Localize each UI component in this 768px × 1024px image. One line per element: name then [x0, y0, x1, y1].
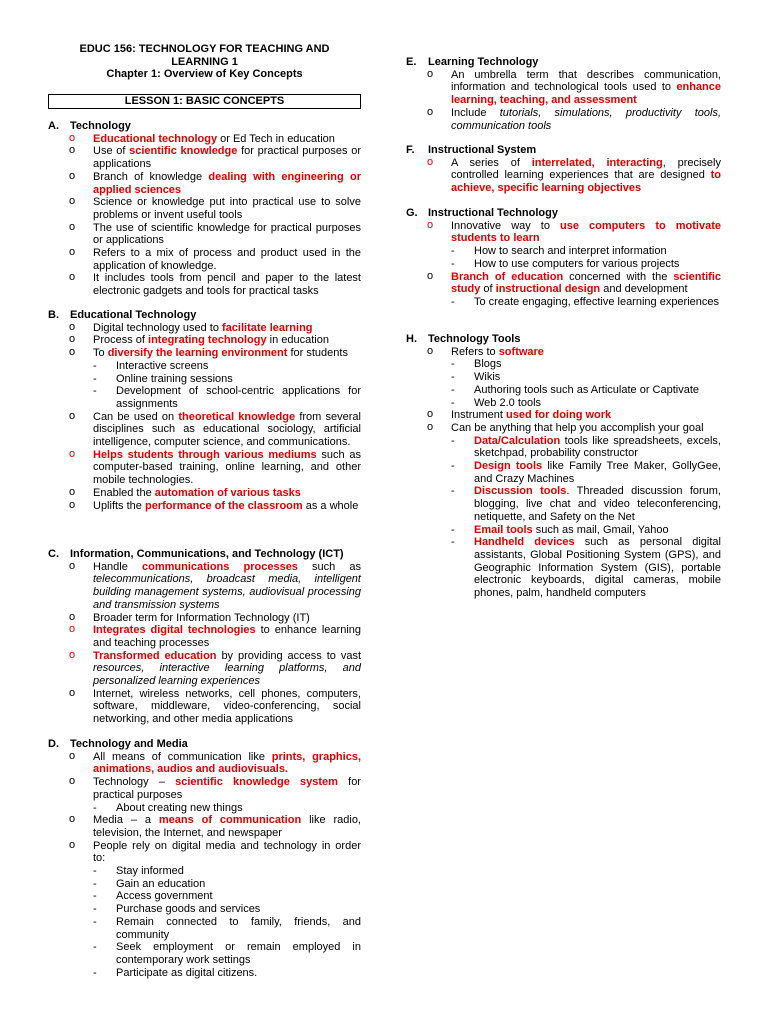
sub-item: - Handheld devices such as personal digital assistants, Global Positioning System (GPS), and Geographic Information System (GIS), portable electronic keyboards, digital cameras, mobile phones, palm, handheld computers — [451, 536, 721, 600]
list-item: o Media – a means of communication like radio, television, the Internet, and newspaper — [69, 813, 361, 839]
sub-item: - Development of school-centric applications for assignments — [93, 385, 361, 410]
list-item: o Can be anything that help you accomplish your goal — [427, 420, 704, 434]
list-item: o An umbrella term that describes communication, information and technological tools used to enhance learning, teaching, and assessment — [427, 67, 721, 107]
sub-item: - Access government — [93, 890, 213, 903]
list-item: o Broader term for Information Technology (IT) — [69, 610, 310, 624]
chapter-title: Chapter 1: Overview of Key Concepts — [106, 68, 303, 81]
list-item: o Use of scientific knowledge for practical purposes or applications — [69, 144, 361, 171]
section-heading: G. Instructional Technology — [406, 207, 558, 219]
list-item: o Educational technology or Ed Tech in education — [69, 131, 335, 145]
section-heading: E. Learning Technology — [406, 56, 539, 68]
list-item: o All means of communication like prints, graphics, animations, audios and audiovisuals. — [69, 749, 361, 776]
sub-item: - Seek employment or remain employed in contemporary work settings — [93, 941, 361, 966]
section-technology — [48, 120, 361, 298]
bullet-icon: o — [69, 246, 76, 259]
list-item: o Enabled the automation of various tasks — [69, 485, 301, 499]
sub-item: - Remain connected to family, friends, and community — [93, 915, 361, 941]
sub-item: - Email tools such as mail, Gmail, Yahoo — [451, 523, 669, 536]
section-ict — [48, 548, 361, 726]
sub-item: - Interactive screens — [93, 359, 209, 372]
sub-item: - Gain an education — [93, 877, 206, 890]
bullet-icon: o — [69, 195, 76, 208]
sub-item: - To create engaging, effective learning experiences — [451, 295, 720, 308]
section-technology-tools — [406, 333, 721, 600]
sub-item: - How to use computers for various projects — [451, 257, 680, 270]
section-instructional-system — [406, 144, 721, 195]
sub-item: - About creating new things — [93, 801, 243, 814]
section-learning-technology — [406, 56, 721, 132]
list-item: o Branch of knowledge dealing with engineering or applied sciences — [69, 169, 361, 196]
list-item: o Innovative way to use computers to motivate students to learn — [427, 218, 721, 245]
list-item: o Refers to a mix of process and product used in the application of knowledge. — [69, 246, 361, 272]
section-instructional-technology — [406, 207, 721, 309]
list-item: o To diversify the learning environment for students — [69, 346, 348, 360]
lesson-title: LESSON 1: BASIC CONCEPTS — [48, 94, 361, 109]
list-item: o Include tutorials, simulations, productivity tools, communication tools — [427, 105, 722, 132]
sub-item: - Purchase goods and services — [93, 903, 261, 916]
section-educational-technology — [48, 309, 361, 512]
section-heading: C. Information, Communications, and Technology (ICT) — [48, 548, 344, 560]
section-heading: F. Instructional System — [406, 144, 537, 156]
list-item: o Process of integrating technology in education — [69, 333, 329, 347]
sub-item: - Wikis — [451, 371, 501, 384]
list-item: o Integrates digital technologies to enhance learning and teaching processes — [69, 623, 361, 649]
title-line-2: LEARNING 1 — [171, 55, 238, 68]
sub-item: - Participate as digital citizens. — [93, 966, 258, 979]
sub-item: - Web 2.0 tools — [451, 396, 542, 409]
sub-item: - Online training sessions — [93, 372, 233, 385]
list-item: o Branch of education concerned with the scientific study of instructional design and development — [427, 269, 721, 296]
document-title — [48, 43, 361, 81]
sub-item: - Blogs — [451, 358, 502, 371]
list-item: o Can be used on theoretical knowledge from several disciplines such as educational sociology, artificial intelligence, computer science, and communications. — [69, 409, 361, 449]
sub-item: - Discussion tools. Threaded discussion forum, blogging, live chat and video teleconferencing, netiquette, and Safety on the Net — [451, 485, 721, 523]
list-item: o Digital technology used to facilitate learning — [69, 320, 313, 334]
list-item: o Instrument used for doing work — [427, 408, 612, 422]
sub-item: - Authoring tools such as Articulate or Captivate — [451, 383, 700, 396]
sub-item: - Stay informed — [93, 865, 184, 878]
sub-item: - How to search and interpret information — [451, 245, 667, 258]
section-heading: B. Educational Technology — [48, 309, 197, 321]
list-item: o It includes tools from pencil and paper to the latest electronic gadgets and tools for practical tasks — [69, 271, 361, 298]
list-item: o A series of interrelated, interacting, precisely controlled learning experiences that are designed to achieve, specific learning objectives — [427, 155, 721, 195]
list-item: o Technology – scientific knowledge system for practical purposes — [69, 775, 361, 801]
list-item: o Uplifts the performance of the classroom as a whole — [69, 498, 359, 512]
list-item: o Transformed education by providing access to vast resources, interactive learning platforms, and personalized learning experiences — [69, 648, 361, 688]
sub-item: - Data/Calculation tools like spreadsheets, excels, sketchpad, probability constructor — [451, 434, 721, 460]
list-item: o Helps students through various mediums such as computer-based training, online learning, and other mobile technologies. — [69, 447, 362, 487]
bullet-icon: o — [69, 220, 76, 233]
section-heading: A. Technology — [48, 120, 131, 132]
section-technology-and-media — [48, 738, 361, 979]
list-item: o People rely on digital media and technology in order to: — [69, 838, 361, 865]
list-item: o The use of scientific knowledge for practical purposes or applications — [69, 220, 361, 247]
list-item: o Internet, wireless networks, cell phones, computers, software, middleware, video-conferencing, social networking, and other media applications — [69, 686, 361, 726]
sub-item: - Design tools like Family Tree Maker, GollyGee, and Crazy Machines — [451, 460, 721, 485]
section-heading: D. Technology and Media — [48, 738, 188, 750]
list-item: o Refers to software — [427, 344, 544, 358]
list-item: o Science or knowledge put into practical use to solve problems or invent useful tools — [69, 195, 361, 221]
bullet-icon: o — [69, 271, 76, 284]
section-heading: H. Technology Tools — [406, 333, 521, 345]
title-line-1: EDUC 156: TECHNOLOGY FOR TEACHING AND — [79, 43, 330, 55]
list-item: o Handle communications processes such as telecommunications, broadcast media, intelligent building management systems, audiovisual processing and transmission systems — [69, 559, 362, 611]
